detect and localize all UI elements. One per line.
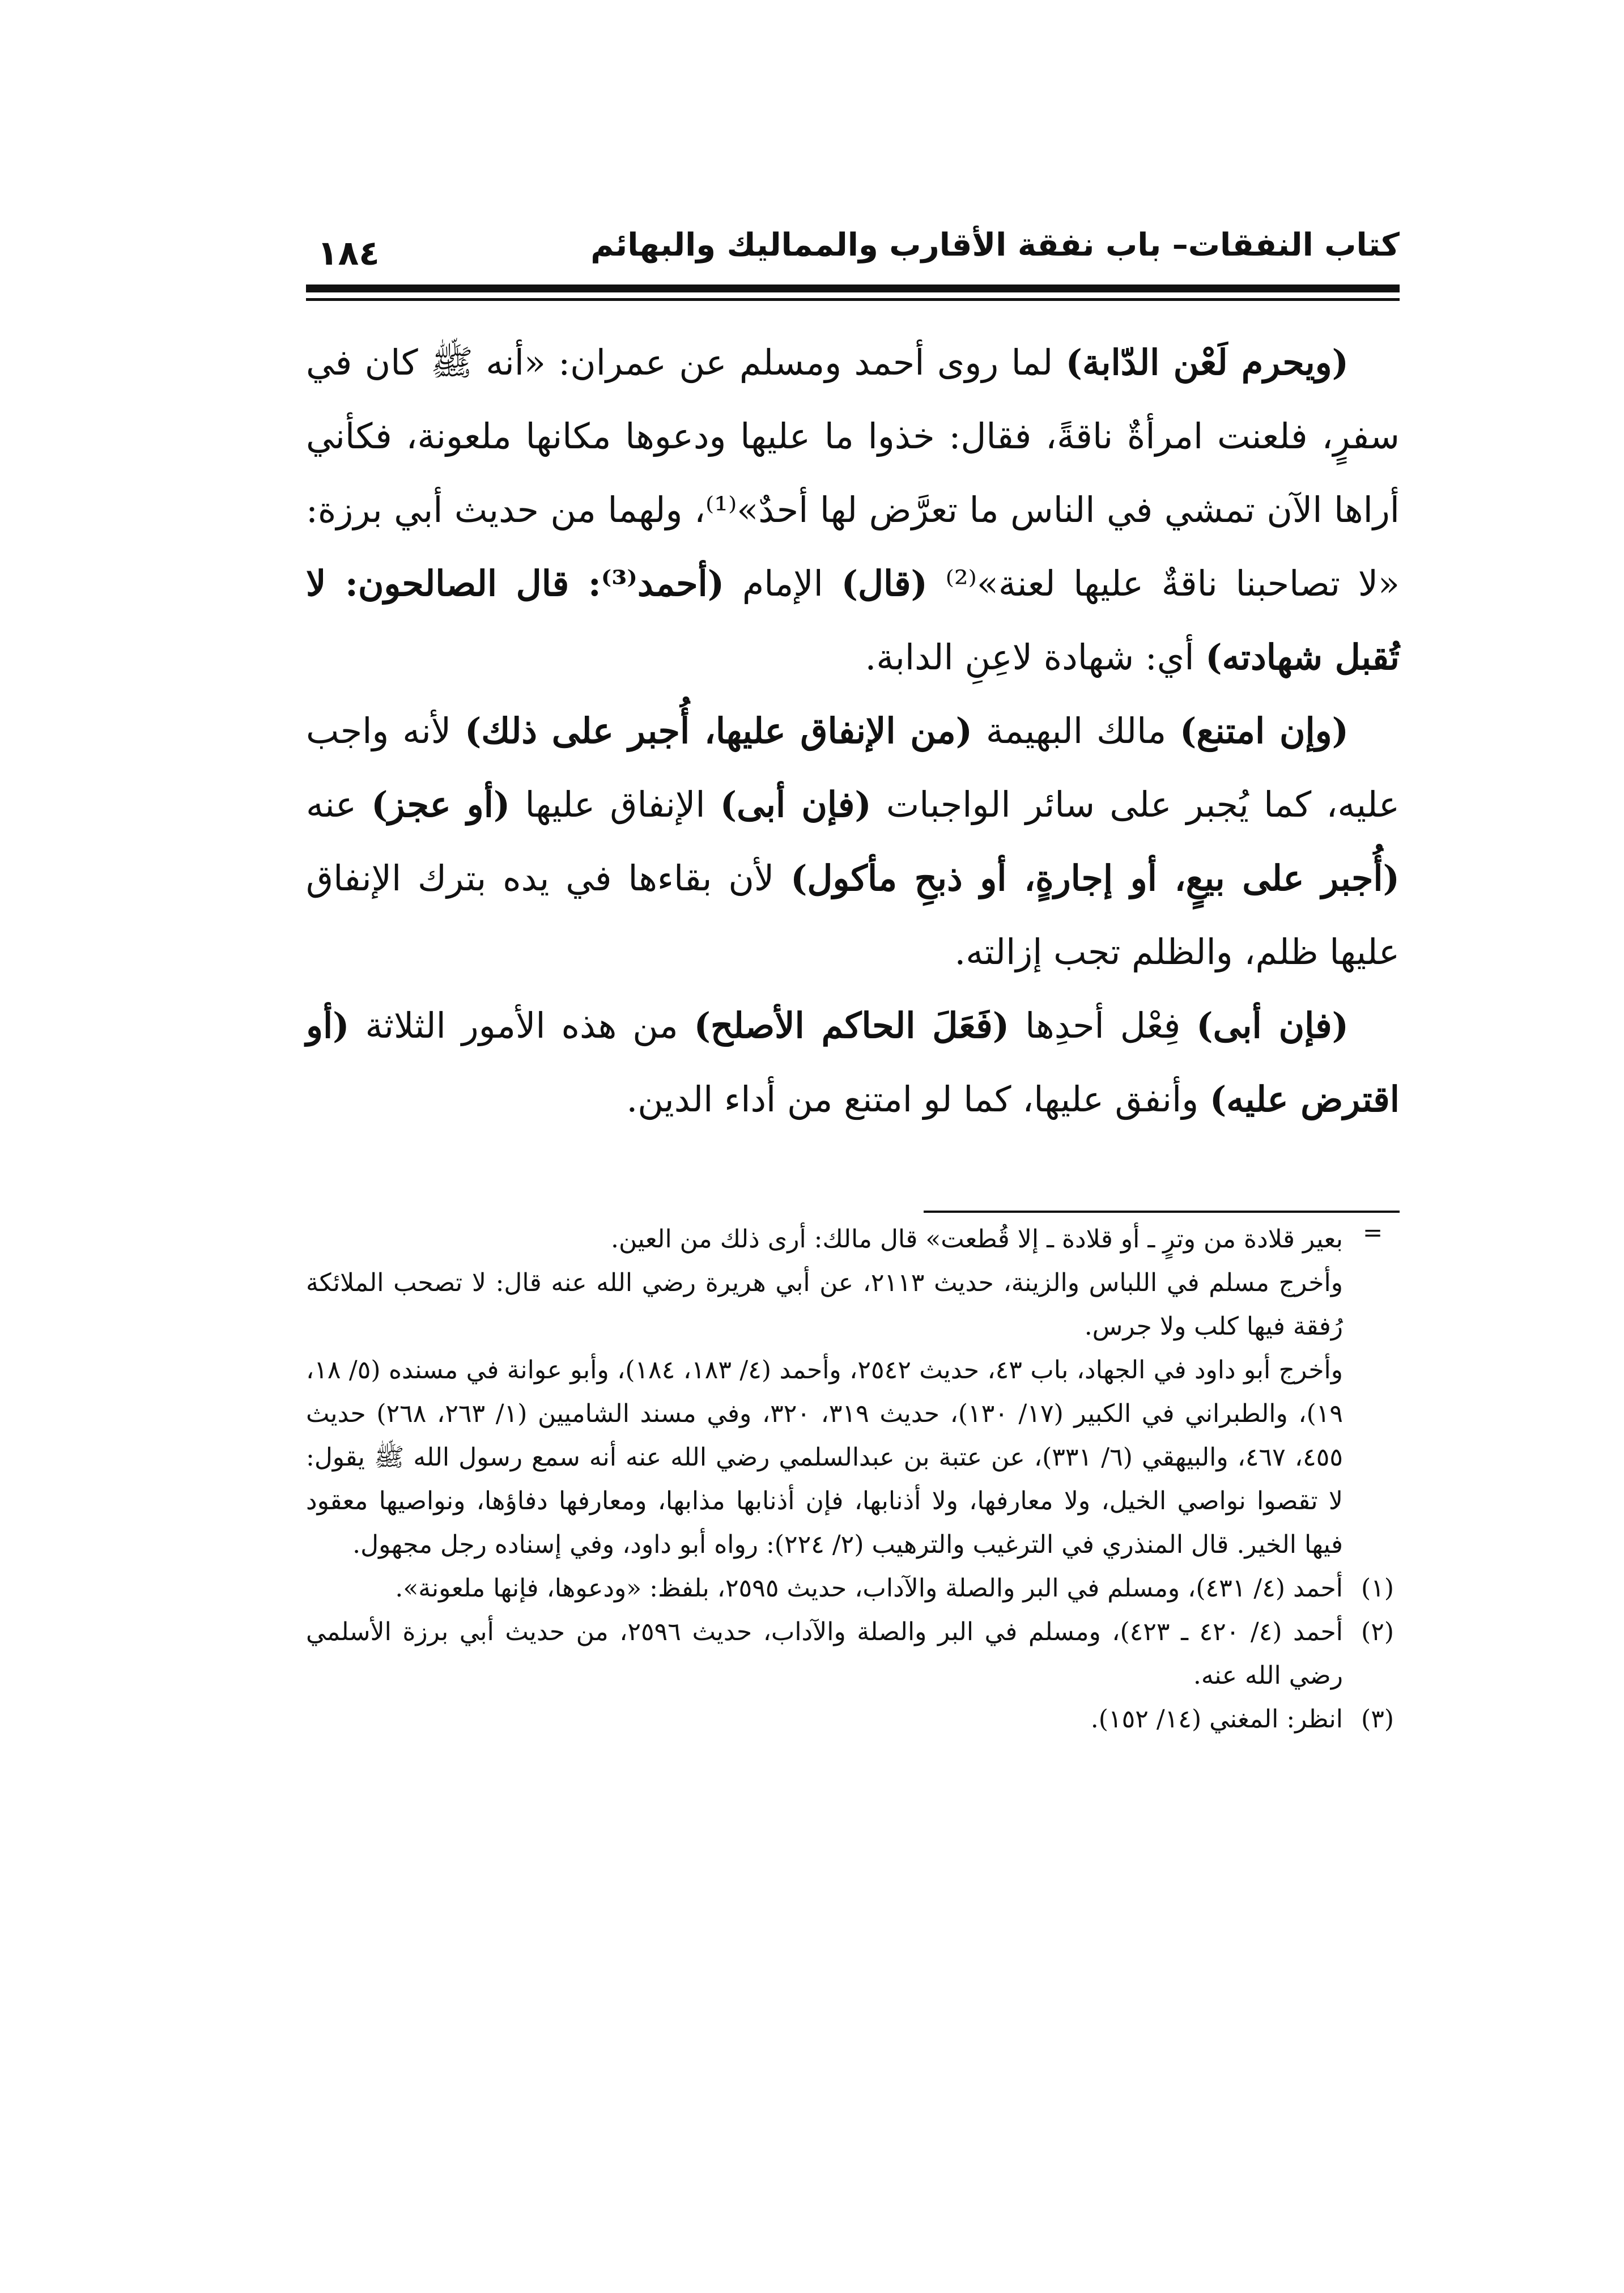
footnote-continuation-mark: = [1363,1218,1383,1246]
footnote-number: (٢) [1361,1617,1394,1646]
paragraph-2 [306,694,1400,989]
sharh-text: من هذه الأمور الثلاثة [349,1005,694,1046]
sharh-text: أي: شهادة لاعِنِ الدابة. [865,636,1206,678]
footnote-continuation: وأخرج مسلم في اللباس والزينة، حديث ٢١١٣، عن أبي هريرة رضي الله عنه قال: لا تصحب الملائكة رُفقة فيها كلب ولا جرس. [306,1268,1343,1341]
footnote-number: (١) [1361,1574,1394,1603]
sharh-text: عنه [306,784,372,825]
matn-text: (أو اقترض عليه) [306,1005,1400,1120]
matn-text: (فإن أبى) [720,784,871,825]
header-rule-thin [306,298,1400,301]
paragraph-3 [306,989,1400,1136]
paragraph-1 [306,326,1400,694]
footnote-continuation: بعير قلادة من وترٍ ـ أو قلادة ـ إلا قُطعت» قال مالك: أرى ذلك من العين. [611,1225,1343,1254]
matn-text: (أو عجز) [371,784,511,825]
sharh-text: الإنفاق عليها [510,784,720,825]
sharh-text: وأنفق عليها، كما لو امتنع من أداء الدين. [626,1078,1210,1120]
sharh-text: لما روى أحمد ومسلم عن عمران: «أنه ﷺ كان في سفرٍ، فلعنت امرأةٌ ناقةً، فقال: خذوا ما عليها ودعوها مكانها ملعونة، فكأني أراها الآن تمشي في الناس ما تعرَّض لها أحدٌ»⁽¹⁾، ولهما من حديث أبي برزة: «لا تصاحبنا ناقةٌ عليها لعنة»⁽²⁾ [306,342,1400,604]
running-header [306,221,1400,283]
header-title: كتاب النفقات– باب نفقة الأقارب والمماليك والبهائم [590,227,1400,264]
matn-text: (أُجبر على بيعٍ، أو إجارةٍ، أو ذبحِ مأكول) [790,857,1400,899]
footnote-text: انظر: المغني (١٤/ ١٥٢). [1090,1705,1343,1734]
footnote-separator [924,1211,1400,1213]
matn-text: (ويحرم لَعْن الدّابة) [1065,342,1349,383]
sharh-text: الإمام [724,563,841,604]
footnotes [306,1217,1394,1741]
footnote-text: أحمد (٤/ ٤٢٠ ـ ٤٢٣)، ومسلم في البر والصلة والآداب، حديث ٢٥٩٦، من حديث أبي برزة الأسلمي رضي الله عنه. [306,1617,1344,1690]
matn-text: (أحمد⁽³⁾: قال الصالحون: لا تُقبل شهادته) [306,563,1400,678]
sharh-text: لأنه واجب عليه، كما يُجبر على سائر الواجبات [306,710,1400,825]
main-text [306,326,1400,1136]
matn-text: (من الإنفاق عليها، أُجبر على ذلك) [464,710,973,751]
footnote-2 [306,1610,1394,1697]
footnote-1 [306,1566,1394,1610]
sharh-text: فِعْل أحدِها [1009,1005,1197,1046]
page-number: ١٨٤ [317,233,380,273]
matn-text: (وإن امتنع) [1180,710,1349,751]
header-rule-thick [306,284,1400,292]
footnote-number: (٣) [1361,1705,1394,1734]
matn-text: (فَعَلَ الحاكم الأصلح) [694,1005,1010,1046]
footnote-continuation: وأخرج أبو داود في الجهاد، باب ٤٣، حديث ٢٥٤٢، وأحمد (٤/ ١٨٣، ١٨٤)، وأبو عوانة في مسنده (٥/ ١٨، ١٩)، والطبراني في الكبير (١٧/ ١٣٠)، حديث ٣١٩، ٣٢٠، وفي مسند الشاميين (١/ ٢٦٣، ٢٦٨) حديث ٤٥٥، ٤٦٧، والبيهقي (٦/ ٣٣١)، عن عتبة بن عبدالسلمي رضي الله عنه أنه سمع رسول الله ﷺ يقول: لا تقصوا نواصي الخيل، ولا معارفها، ولا أذنابها، فإن أذنابها مذابها، ومعارفها دفاؤها، ونواصيها معقود فيها الخير. قال المنذري في الترغيب والترهيب (٢/ ٢٢٤): رواه أبو داود، وفي إسناده رجل مجهول. [306,1356,1344,1559]
footnote-text: أحمد (٤/ ٤٣١)، ومسلم في البر والصلة والآداب، حديث ٢٥٩٥، بلفظ: «ودعوها، فإنها ملعونة». [395,1574,1343,1603]
matn-text: (قال) [841,563,928,604]
sharh-text: مالك البهيمة [972,710,1180,751]
footnote-3 [306,1697,1394,1741]
matn-text: (فإن أبى) [1196,1005,1349,1046]
sharh-text: لأن بقاءها في يده بترك الإنفاق عليها ظلم، والظلم تجب إزالته. [306,857,1400,973]
